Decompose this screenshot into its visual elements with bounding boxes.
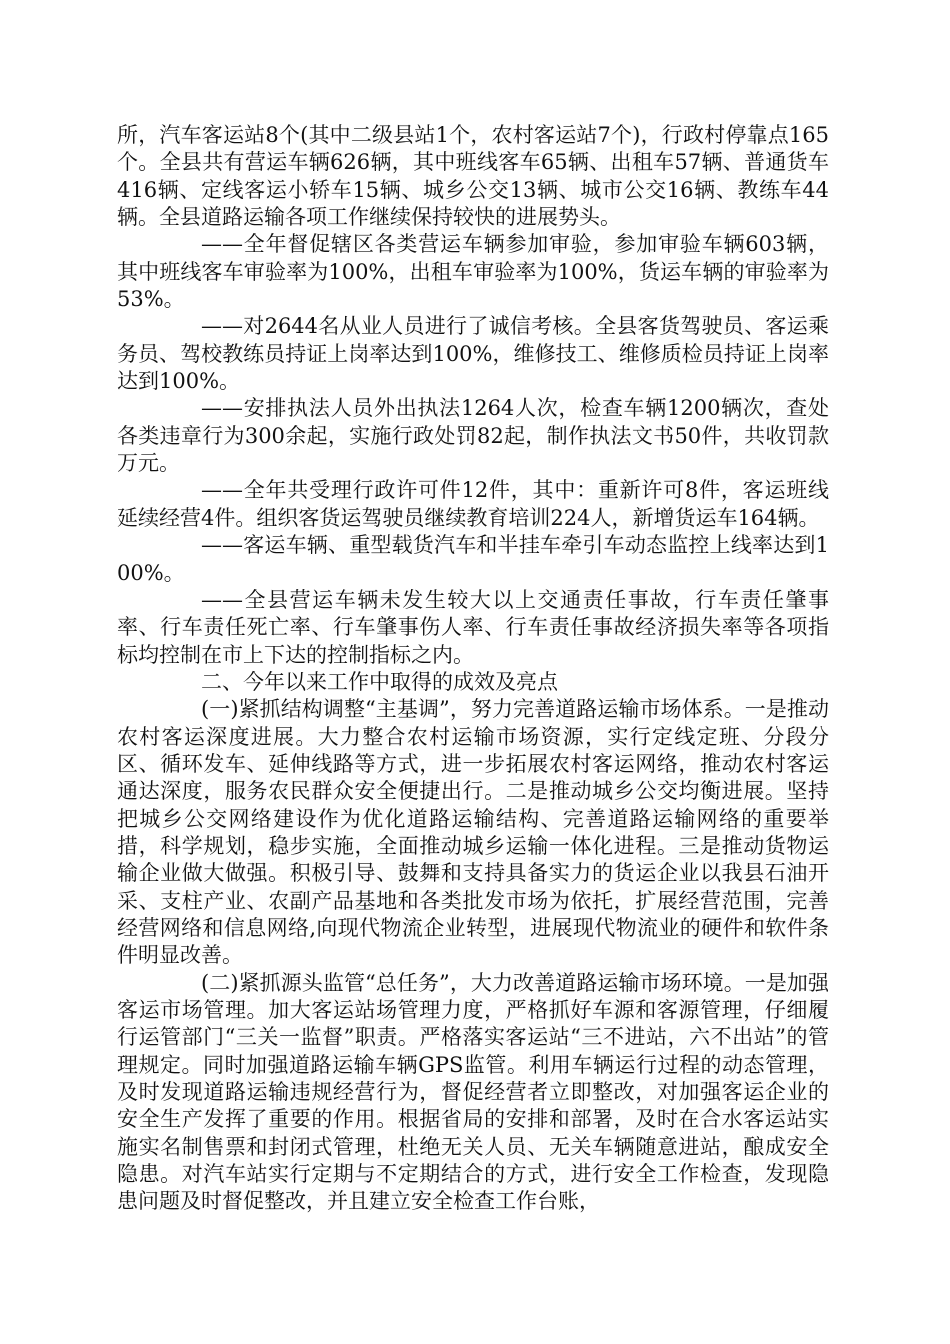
document-body bbox=[117, 122, 829, 1216]
paragraph-1: 所，汽车客运站8个(其中二级县站1个，农村客运站7个)，行政村停靠点165个。全县共有营运车辆626辆，其中班线客车65辆、出租车57辆、普通货车416辆、定线客运小轿车15辆、城乡公交13辆、城市公交16辆、教练车44辆。全县道路运输各项工作继续保持较快的进展势头。 bbox=[117, 123, 829, 230]
paragraph-5: ——全年共受理行政许可件12件，其中：重新许可8件，客运班线延续经营4件。组织客货运驾驶员继续教育培训224人，新增货运车164辆。 bbox=[117, 478, 829, 530]
paragraph-10: (二)紧抓源头监管“总任务”，大力改善道路运输市场环境。一是加强客运市场管理。加大客运站场管理力度，严格抓好车源和客源管理，仔细履行运管部门“三关一监督”职责。严格落实客运站“三不进站，六不出站”的管理规定。同时加强道路运输车辆GPS监管。利用车辆运行过程的动态管理，及时发现道路运输违规经营行为，督促经营者立即整改，对加强客运企业的安全生产发挥了重要的作用。根据省局的安排和部署，及时在合水客运站实施实名制售票和封闭式管理，杜绝无关人员、无关车辆随意进站，酿成安全隐患。对汽车站实行定期与不定期结合的方式，进行安全工作检查，发现隐患问题及时督促整改，并且建立安全检查工作台账， bbox=[117, 970, 829, 1214]
paragraph-2: ——全年督促辖区各类营运车辆参加审验，参加审验车辆603辆，其中班线客车审验率为100%，出租车审验率为100%，货运车辆的审验率为53%。 bbox=[117, 232, 829, 312]
paragraph-3: ——对2644名从业人员进行了诚信考核。全县客货驾驶员、客运乘务员、驾校教练员持证上岗率达到100%，维修技工、维修质检员持证上岗率达到100%。 bbox=[117, 314, 829, 394]
paragraph-7: ——全县营运车辆未发生较大以上交通责任事故，行车责任肇事率、行车责任死亡率、行车肇事伤人率、行车责任事故经济损失率等各项指标均控制在市上下达的控制指标之内。 bbox=[117, 587, 829, 667]
paragraph-9: (一)紧抓结构调整“主基调”，努力完善道路运输市场体系。一是推动农村客运深度进展。大力整合农村运输市场资源，实行定线定班、分段分区、循环发车、延伸线路等方式，进一步拓展农村客运网络，推动农村客运通达深度，服务农民群众安全便捷出行。二是推动城乡公交均衡进展。坚持把城乡公交网络建设作为优化道路运输结构、完善道路运输网络的重要举措，科学规划，稳步实施，全面推动城乡运输一体化进程。三是推动货物运输企业做大做强。积极引导、鼓舞和支持具备实力的货运企业以我县石油开采、支柱产业、农副产品基地和各类批发市场为依托，扩展经营范围，完善经营网络和信息网络,向现代物流企业转型，进展现代物流业的硬件和软件条件明显改善。 bbox=[117, 697, 829, 968]
paragraph-6: ——客运车辆、重型载货汽车和半挂车牵引车动态监控上线率达到100%。 bbox=[117, 533, 829, 585]
section-heading: 二、今年以来工作中取得的成效及亮点 bbox=[201, 669, 558, 694]
paragraph-4: ——安排执法人员外出执法1264人次，检查车辆1200辆次，查处各类违章行为300余起，实施行政处罚82起，制作执法文书50件，共收罚款万元。 bbox=[117, 396, 829, 476]
